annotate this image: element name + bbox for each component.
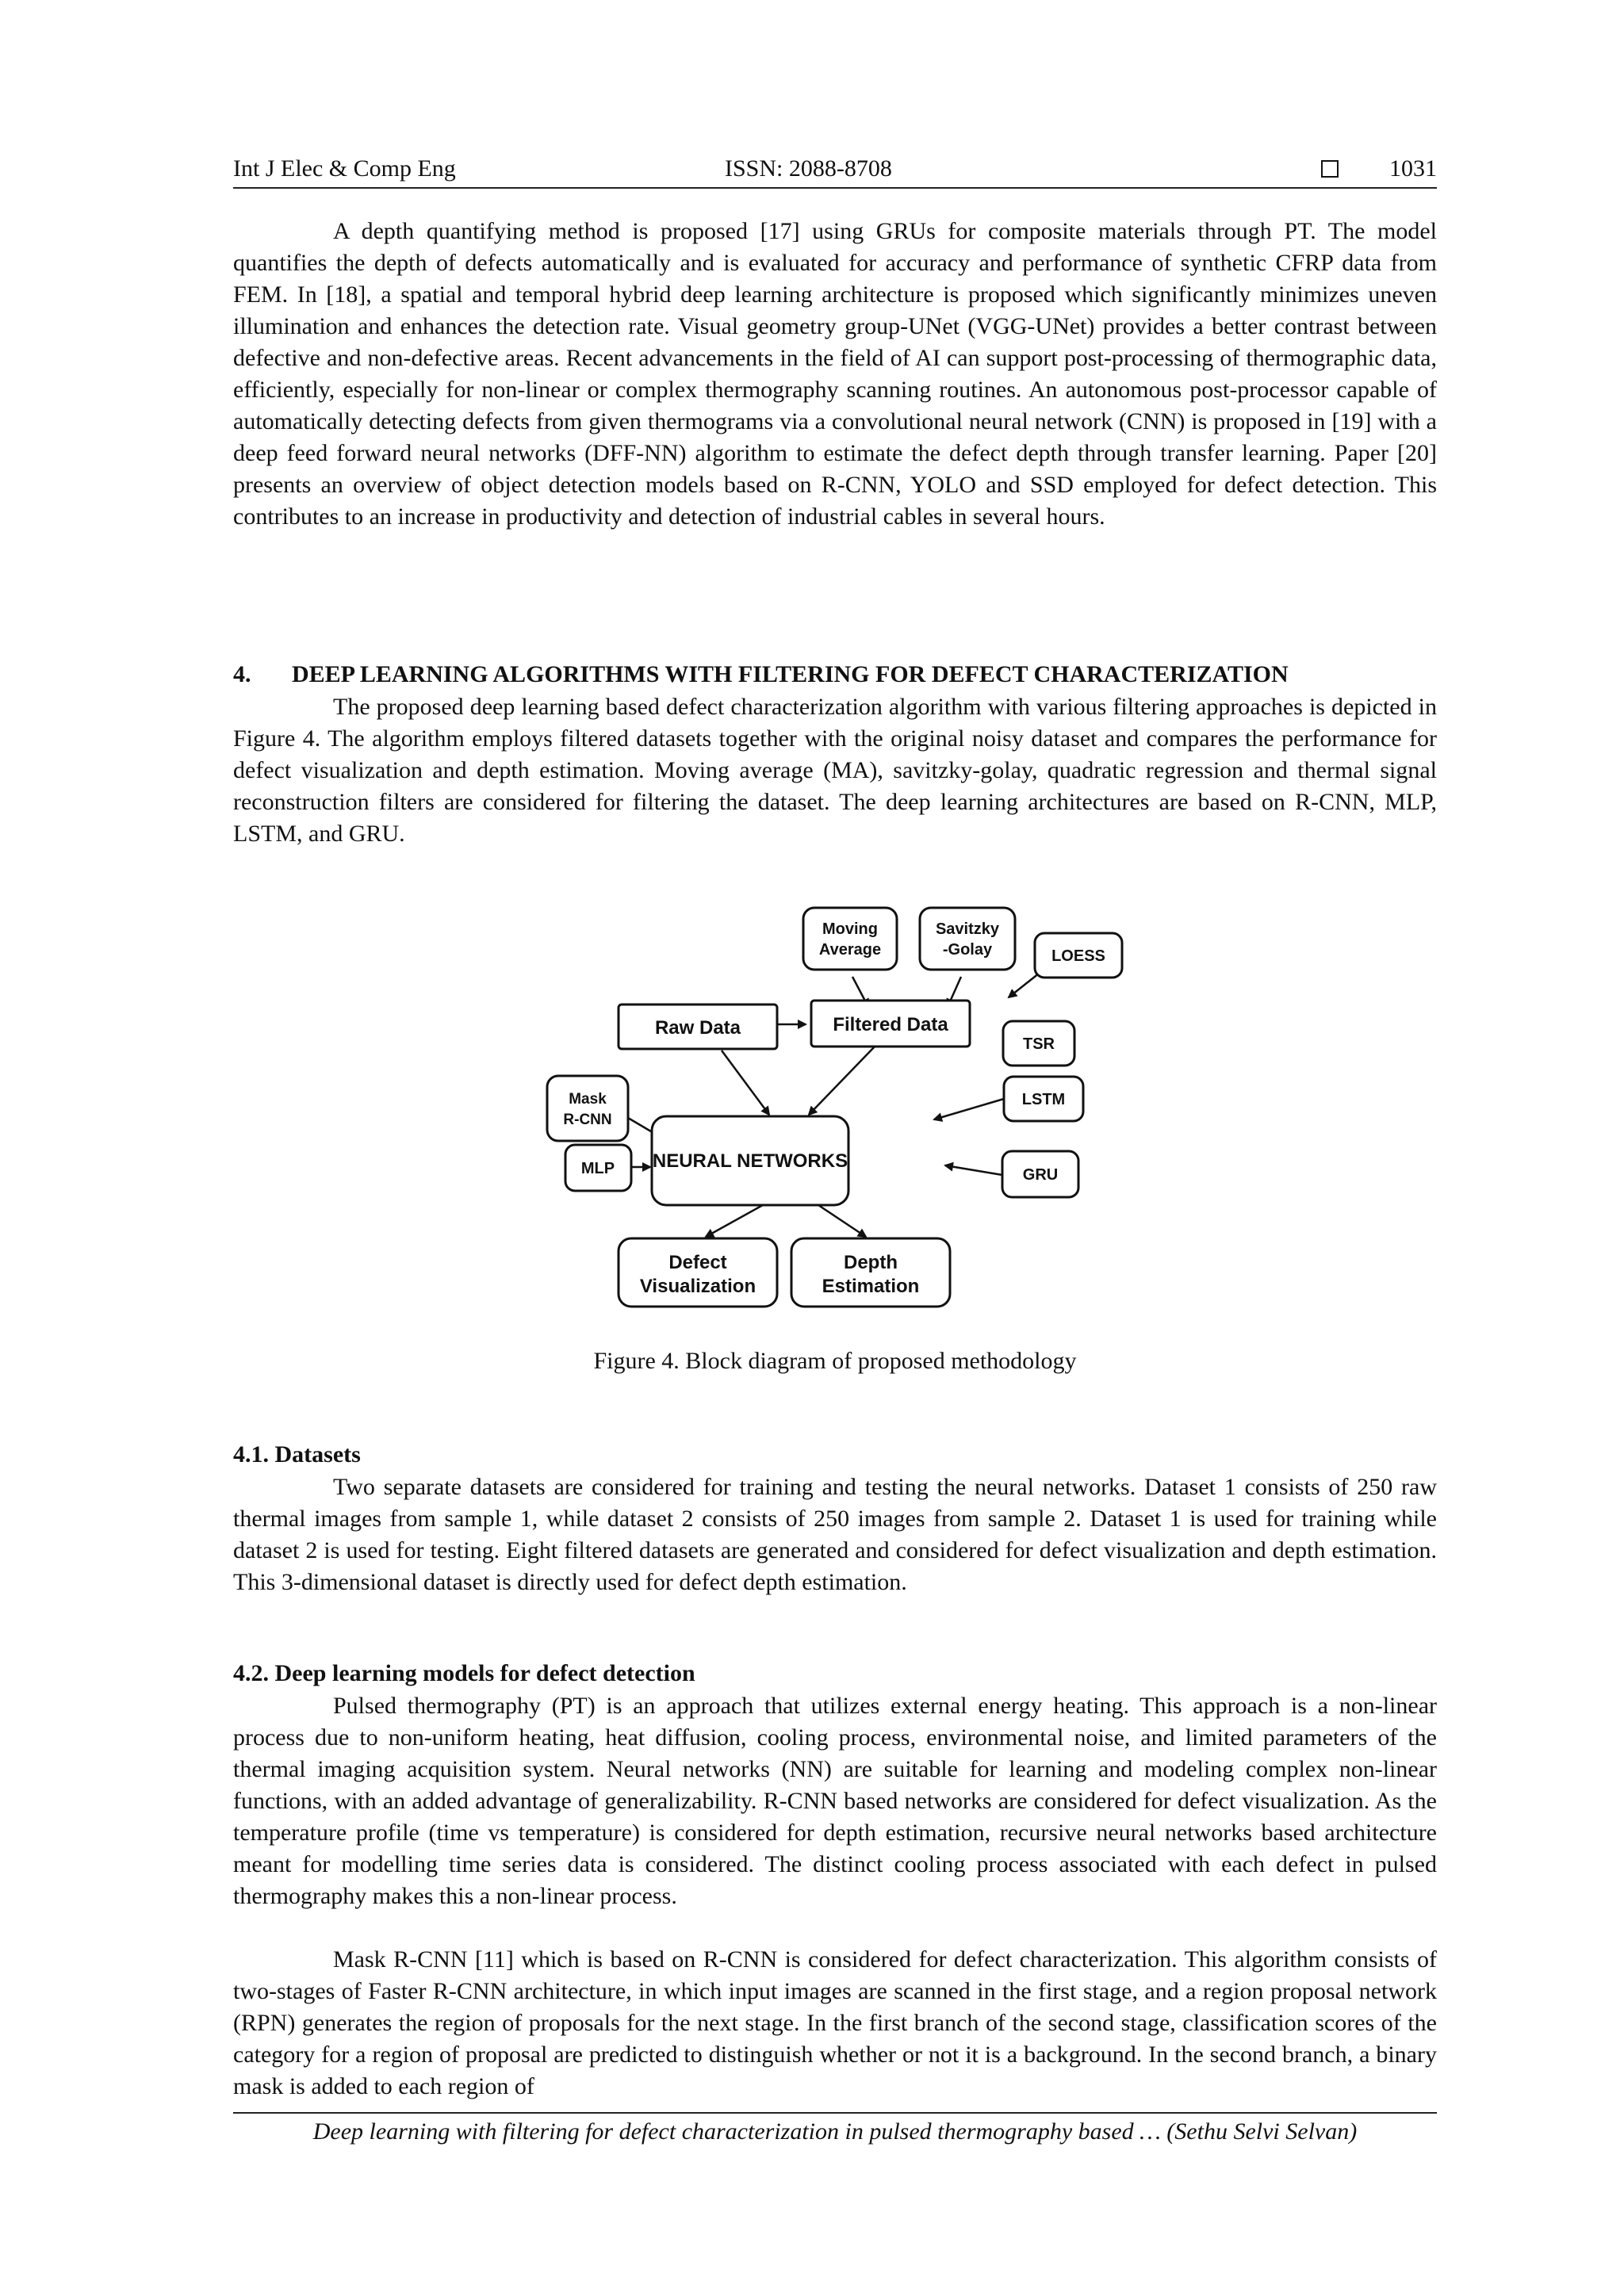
- tsr-label: TSR: [1023, 1035, 1055, 1053]
- section-4-1-paragraph: Two separate datasets are considered for training and testing the neural networks. Dataset 1 consists of 250 raw thermal images from sample 1, while dataset 2 consists of 250 images from sample 2. Dataset 1 is used for training while dataset 2 is used for testing. Eight filtered datasets are generated and considered for defect visualization and depth estimation. This 3-dimensional dataset is directly used for defect depth estimation.: [233, 1474, 1437, 1595]
- defect-visualization-label-1: Defect: [668, 1252, 727, 1273]
- filtered-data-label: Filtered Data: [833, 1014, 948, 1035]
- depth-estimation-label-1: Depth: [844, 1252, 898, 1273]
- section-4-2-paragraph-1: Pulsed thermography (PT) is an approach that utilizes external energy heating. This approach is a non-linear process due to non-uniform heating, heat diffusion, cooling process, environmental noise, and limited parameters of the thermal imaging acquisition system. Neural networks (NN) are suitable for learning and modeling complex non-linear functions, with an added advantage of generalizability. R-CNN based networks are considered for defect visualization. As the temperature profile (time vs temperature) is considered for depth estimation, recursive neural networks based architecture meant for modelling time series data is considered. The distinct cooling process associated with each defect in pulsed thermography makes this a non-linear process.: [233, 1693, 1437, 1909]
- loess-label: LOESS: [1051, 947, 1105, 965]
- figure-caption: Figure 4. Block diagram of proposed methodology: [593, 1348, 1077, 1374]
- depth-estimation-label-2: Estimation: [822, 1276, 920, 1297]
- page-number: 1031: [1389, 155, 1437, 182]
- defect-visualization-label-2: Visualization: [639, 1276, 756, 1297]
- raw-data-label: Raw Data: [654, 1017, 741, 1039]
- page-header: [233, 155, 1437, 189]
- moving-average-label-2: Average: [818, 941, 882, 959]
- mask-rcnn-box: [547, 1076, 628, 1141]
- section-4-heading: 4. DEEP LEARNING ALGORITHMS WITH FILTERING FOR DEFECT CHARACTERIZATION: [233, 661, 1289, 687]
- section-4-2-heading: 4.2. Deep learning models for defect detection: [233, 1660, 695, 1686]
- journal-name: Int J Elec & Comp Eng: [233, 155, 456, 182]
- page-footer: Deep learning with filtering for defect characterization in pulsed thermography based … (Sethu Selvi Selvan): [233, 2112, 1437, 2145]
- issn: ISSN: 2088-8708: [725, 155, 892, 182]
- section-4-2-paragraph-2: Mask R-CNN [11] which is based on R-CNN is considered for defect characterization. This algorithm consists of two-stages of Faster R-CNN architecture, in which input images are scanned in the first stage, and a region proposal network (RPN) generates the region of proposals for the next stage. In the first branch of the second stage, classification scores of the category for a region of proposal are predicted to distinguish whether or not it is a background. In the second branch, a binary mask is added to each region of: [233, 1946, 1437, 2099]
- mask-rcnn-label-2: R-CNN: [563, 1112, 612, 1128]
- savitzky-label-1: Savitzky: [935, 920, 1000, 938]
- neural-networks-label: NEURAL NETWORKS: [652, 1150, 848, 1172]
- moving-average-label-1: Moving: [822, 920, 878, 938]
- mask-rcnn-label-1: Mask: [569, 1091, 607, 1108]
- gru-label: GRU: [1022, 1166, 1059, 1184]
- mlp-label: MLP: [580, 1160, 615, 1177]
- section-4-1-heading: 4.1. Datasets: [233, 1441, 361, 1468]
- moving-average-box: [803, 908, 897, 970]
- intro-paragraph: A depth quantifying method is proposed [17] using GRUs for composite materials through PT. The model quantifies the depth of defects automatically and is evaluated for accuracy and performance of synthetic CFRP data from FEM. In [18], a spatial and temporal hybrid deep learning architecture is proposed which significantly minimizes uneven illumination and enhances the detection rate. Visual geometry group-UNet (VGG-UNet) provides a better contrast between defective and non-defective areas. Recent advancements in the field of AI can support post-processing of thermographic data, efficiently, especially for non-linear or complex thermography scanning routines. An autonomous post-processor capable of automatically detecting defects from given thermograms via a convolutional neural network (CNN) is proposed in [19] with a deep feed forward neural networks (DFF-NN) algorithm to estimate the defect depth through transfer learning. Paper [20] presents an overview of object detection models based on R-CNN, YOLO and SSD employed for defect detection. This contributes to an increase in productivity and detection of industrial cables in several hours.: [233, 218, 1437, 530]
- section-4-paragraph: The proposed deep learning based defect characterization algorithm with various filtering approaches is depicted in Figure 4. The algorithm employs filtered datasets together with the original noisy dataset and compares the performance for defect visualization and depth estimation. Moving average (MA), savitzky-golay, quadratic regression and thermal signal reconstruction filters are considered for filtering the dataset. The deep learning architectures are based on R-CNN, MLP, LSTM, and GRU.: [233, 694, 1437, 847]
- savitzky-golay-box: [920, 908, 1015, 970]
- block-diagram-canvas: [539, 896, 1142, 1316]
- square-icon: [1321, 160, 1339, 178]
- block-diagram-main: [539, 896, 1142, 1316]
- lstm-label: LSTM: [1021, 1091, 1066, 1108]
- savitzky-label-2: -Golay: [942, 941, 993, 959]
